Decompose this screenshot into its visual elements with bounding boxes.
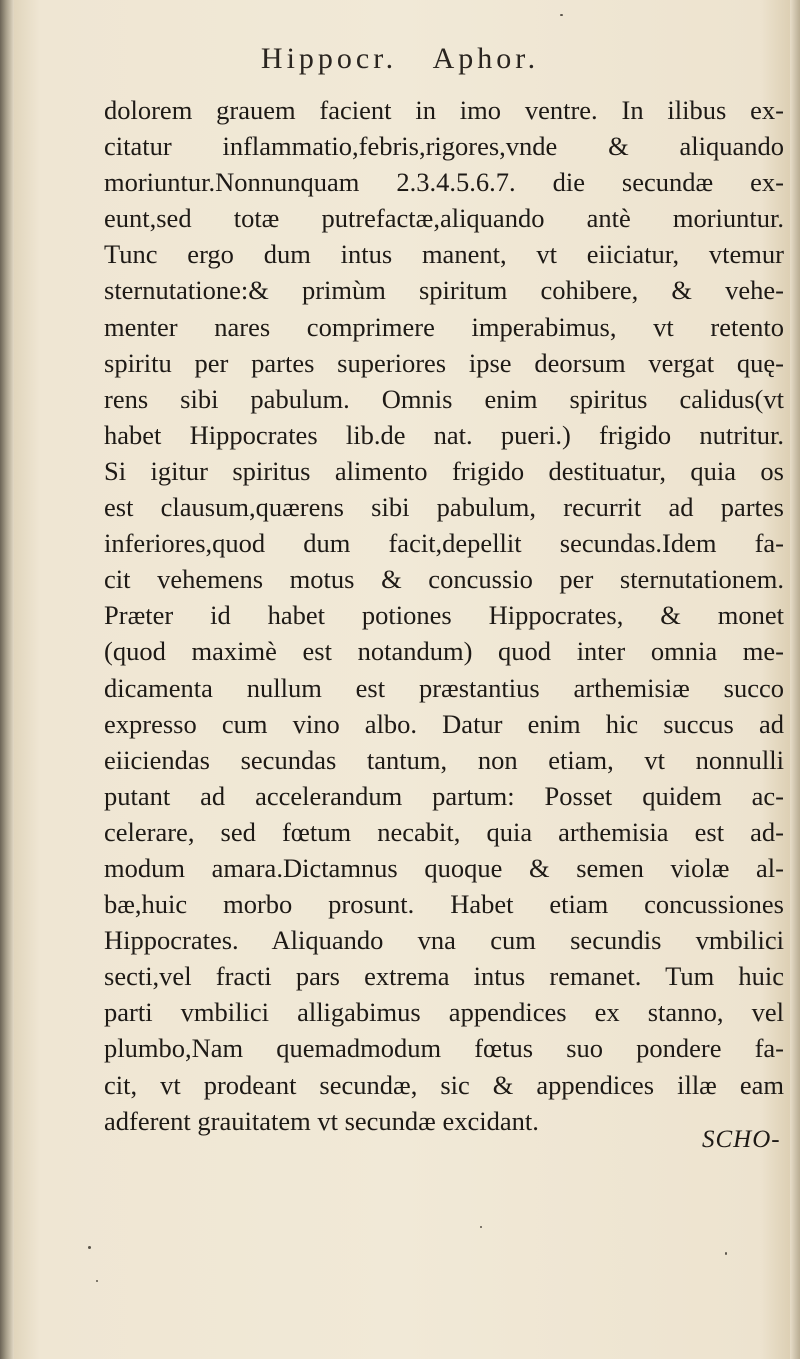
text-line: secti,vel fracti pars extrema intus remanet. Tum huic: [104, 961, 784, 992]
ink-speck: [560, 14, 563, 16]
text-line: expresso cum vino albo. Datur enim hic succus ad: [104, 708, 784, 739]
text-line: est clausum,quærens sibi pabulum, recurrit ad partes: [104, 492, 784, 523]
ink-speck: [96, 1280, 98, 1282]
text-line: eunt,sed totæ putrefactæ,aliquando antè moriuntur.: [104, 203, 784, 234]
running-head: [0, 42, 800, 76]
text-line: habet Hippocrates lib.de nat. pueri.) frigido nutritur.: [104, 419, 784, 450]
ink-speck: [725, 1252, 727, 1255]
text-line: Si igitur spiritus alimento frigido destituatur, quia os: [104, 455, 784, 486]
text-line: dicamenta nullum est præstantius arthemisiæ succo: [104, 672, 784, 703]
text-line: citatur inflammatio,febris,rigores,vnde & aliquando: [104, 131, 784, 162]
text-line: Tunc ergo dum intus manent, vt eiiciatur, vtemur: [104, 239, 784, 270]
page-right-edge: [790, 0, 800, 1359]
catchword: SCHO-: [702, 1126, 781, 1153]
text-line: Præter id habet potiones Hippocrates, & monet: [104, 600, 784, 631]
text-line: eiiciendas secundas tantum, non etiam, vt nonnulli: [104, 744, 784, 775]
text-line: moriuntur.Nonnunquam 2.3.4.5.6.7. die secundæ ex-: [104, 167, 784, 198]
text-line: inferiores,quod dum facit,depellit secundas.Idem fa-: [104, 528, 784, 559]
text-line: spiritu per partes superiores ipse deorsum vergat quę-: [104, 347, 784, 378]
page-gutter-shadow: [0, 0, 14, 1359]
text-line: plumbo,Nam quemadmodum fœtus suo pondere fa-: [104, 1033, 784, 1064]
text-line: adferent grauitatem vt secundæ excidant.: [104, 1105, 539, 1136]
text-line: Hippocrates. Aliquando vna cum secundis vmbilici: [104, 925, 784, 956]
text-line: bæ,huic morbo prosunt. Habet etiam concussiones: [104, 889, 784, 920]
text-line: dolorem grauem facient in imo ventre. In ilibus ex-: [104, 95, 784, 125]
ink-speck: [480, 1226, 482, 1228]
text-line: rens sibi pabulum. Omnis enim spiritus calidus(vt: [104, 383, 784, 414]
text-line: parti vmbilici alligabimus appendices ex stanno, vel: [104, 997, 784, 1028]
text-line: (quod maximè est notandum) quod inter omnia me-: [104, 636, 784, 667]
text-line: cit vehemens motus & concussio per sternutationem.: [104, 564, 784, 595]
text-line: celerare, sed fœtum necabit, quia arthemisia est ad-: [104, 816, 784, 847]
running-head-right: Aphor.: [432, 42, 540, 75]
text-line: cit, vt prodeant secundæ, sic & appendices illæ eam: [104, 1069, 784, 1100]
text-line: putant ad accelerandum partum: Posset quidem ac-: [104, 780, 784, 811]
body-text: [104, 92, 784, 1139]
text-line: sternutatione:& primùm spiritum cohibere, & vehe-: [104, 275, 784, 306]
running-head-left: Hippocr.: [260, 42, 398, 75]
ink-speck: [88, 1246, 91, 1249]
text-line: modum amara.Dictamnus quoque & semen violæ al-: [104, 852, 784, 883]
text-line: menter nares comprimere imperabimus, vt retento: [104, 311, 784, 342]
